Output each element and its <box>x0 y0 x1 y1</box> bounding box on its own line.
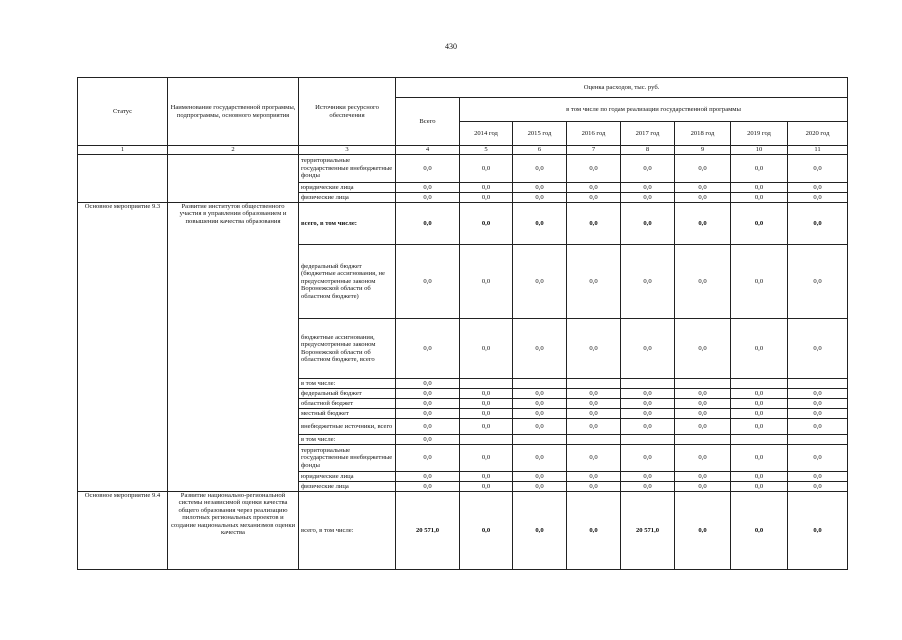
year-value-cell: 0,0 <box>731 419 788 435</box>
column-number: 1 <box>78 146 168 155</box>
year-value-cell: 0,0 <box>621 482 675 492</box>
year-value-cell: 0,0 <box>513 482 567 492</box>
header-year: 2020 год <box>788 122 848 146</box>
year-value-cell: 0,0 <box>675 492 731 570</box>
header-year: 2014 год <box>460 122 513 146</box>
year-value-cell: 0,0 <box>675 319 731 379</box>
year-value-cell: 0,0 <box>513 445 567 472</box>
year-value-cell: 0,0 <box>675 193 731 203</box>
year-value-cell: 0,0 <box>460 482 513 492</box>
year-value-cell: 0,0 <box>621 445 675 472</box>
header-year: 2015 год <box>513 122 567 146</box>
year-value-cell: 0,0 <box>513 399 567 409</box>
column-number: 2 <box>168 146 299 155</box>
empty-cell <box>513 435 567 445</box>
year-value-cell: 0,0 <box>460 472 513 482</box>
year-value-cell: 0,0 <box>460 319 513 379</box>
year-value-cell: 0,0 <box>621 319 675 379</box>
year-value-cell: 0,0 <box>675 245 731 319</box>
source-cell: юридические лица <box>299 183 396 193</box>
year-value-cell: 0,0 <box>731 203 788 245</box>
status-cell: Основное мероприятие 9.3 <box>78 203 168 492</box>
column-number: 4 <box>396 146 460 155</box>
source-cell: физические лица <box>299 193 396 203</box>
year-value-cell: 0,0 <box>460 399 513 409</box>
source-cell: федеральный бюджет (бюджетные ассигнования, не предусмотренные законом Воронежской области об областном бюджете) <box>299 245 396 319</box>
year-value-cell: 0,0 <box>731 399 788 409</box>
year-value-cell: 0,0 <box>788 203 848 245</box>
year-value-cell: 0,0 <box>675 482 731 492</box>
source-cell: в том числе: <box>299 379 396 389</box>
source-cell: всего, в том числе: <box>299 492 396 570</box>
source-cell: юридические лица <box>299 472 396 482</box>
year-value-cell: 0,0 <box>567 183 621 193</box>
year-value-cell: 0,0 <box>621 389 675 399</box>
source-cell: областной бюджет <box>299 399 396 409</box>
source-cell: всего, в том числе: <box>299 203 396 245</box>
year-value-cell: 0,0 <box>567 472 621 482</box>
year-value-cell: 0,0 <box>731 319 788 379</box>
year-value-cell: 0,0 <box>513 183 567 193</box>
header-year: 2017 год <box>621 122 675 146</box>
total-cell: 0,0 <box>396 155 460 183</box>
year-value-cell: 0,0 <box>788 409 848 419</box>
column-number: 11 <box>788 146 848 155</box>
year-value-cell: 0,0 <box>567 203 621 245</box>
year-value-cell: 0,0 <box>513 472 567 482</box>
source-cell: территориальные государственные внебюджетные фонды <box>299 155 396 183</box>
year-value-cell: 0,0 <box>460 203 513 245</box>
year-value-cell: 0,0 <box>731 155 788 183</box>
year-value-cell: 0,0 <box>731 389 788 399</box>
year-value-cell: 0,0 <box>788 419 848 435</box>
year-value-cell: 0,0 <box>788 193 848 203</box>
year-value-cell: 0,0 <box>567 389 621 399</box>
total-cell: 0,0 <box>396 203 460 245</box>
empty-cell <box>621 379 675 389</box>
source-cell: местный бюджет <box>299 409 396 419</box>
year-value-cell: 0,0 <box>675 419 731 435</box>
table-row <box>78 203 848 245</box>
year-value-cell: 0,0 <box>460 155 513 183</box>
year-value-cell: 0,0 <box>460 245 513 319</box>
year-value-cell: 0,0 <box>675 399 731 409</box>
source-cell: внебюджетные источники, всего <box>299 419 396 435</box>
year-value-cell: 0,0 <box>513 319 567 379</box>
year-value-cell: 0,0 <box>675 472 731 482</box>
expenditure-table <box>77 77 848 570</box>
year-value-cell: 0,0 <box>567 482 621 492</box>
empty-cell <box>460 379 513 389</box>
year-value-cell: 0,0 <box>731 482 788 492</box>
year-value-cell: 20 571,0 <box>621 492 675 570</box>
year-value-cell: 0,0 <box>621 155 675 183</box>
empty-cell <box>567 435 621 445</box>
year-value-cell: 0,0 <box>731 409 788 419</box>
total-cell: 0,0 <box>396 419 460 435</box>
total-cell: 0,0 <box>396 435 460 445</box>
header-status: Статус <box>78 78 168 146</box>
total-cell: 0,0 <box>396 389 460 399</box>
empty-cell <box>567 379 621 389</box>
year-value-cell: 0,0 <box>513 193 567 203</box>
column-number: 10 <box>731 146 788 155</box>
status-cell: Основное мероприятие 9.4 <box>78 492 168 570</box>
total-cell: 0,0 <box>396 379 460 389</box>
year-value-cell: 0,0 <box>731 492 788 570</box>
year-value-cell: 0,0 <box>567 319 621 379</box>
year-value-cell: 0,0 <box>675 409 731 419</box>
year-value-cell: 0,0 <box>567 155 621 183</box>
year-value-cell: 0,0 <box>460 492 513 570</box>
total-cell: 0,0 <box>396 445 460 472</box>
column-number: 8 <box>621 146 675 155</box>
column-number: 6 <box>513 146 567 155</box>
header-year: 2018 год <box>675 122 731 146</box>
year-value-cell: 0,0 <box>731 472 788 482</box>
empty-cell <box>731 435 788 445</box>
year-value-cell: 0,0 <box>513 389 567 399</box>
year-value-cell: 0,0 <box>513 155 567 183</box>
page-number: 430 <box>445 42 457 51</box>
empty-cell <box>788 379 848 389</box>
year-value-cell: 0,0 <box>788 472 848 482</box>
total-cell: 0,0 <box>396 472 460 482</box>
column-number: 9 <box>675 146 731 155</box>
column-number: 5 <box>460 146 513 155</box>
year-value-cell: 0,0 <box>621 245 675 319</box>
year-value-cell: 0,0 <box>788 155 848 183</box>
header-sources: Источники ресурсного обеспечения <box>299 78 396 146</box>
year-value-cell: 0,0 <box>621 409 675 419</box>
year-value-cell: 0,0 <box>675 445 731 472</box>
year-value-cell: 0,0 <box>731 183 788 193</box>
year-value-cell: 0,0 <box>621 399 675 409</box>
empty-cell <box>513 379 567 389</box>
name-cell: Развитие национально-региональной системы независимой оценки качества общего образования через реализацию пилотных региональных проектов и создание национальных механизмов оценки качества <box>168 492 299 570</box>
source-cell: территориальные государственные внебюджетные фонды <box>299 445 396 472</box>
year-value-cell: 0,0 <box>788 492 848 570</box>
year-value-cell: 0,0 <box>460 389 513 399</box>
year-value-cell: 0,0 <box>460 183 513 193</box>
source-cell: физические лица <box>299 482 396 492</box>
empty-cell <box>460 435 513 445</box>
year-value-cell: 0,0 <box>675 389 731 399</box>
year-value-cell: 0,0 <box>513 409 567 419</box>
year-value-cell: 0,0 <box>460 193 513 203</box>
name-cell: Развитие институтов общественного участия в управлении образованием и повышении качества образования <box>168 203 299 492</box>
year-value-cell: 0,0 <box>788 245 848 319</box>
total-cell: 0,0 <box>396 319 460 379</box>
year-value-cell: 0,0 <box>460 419 513 435</box>
total-cell: 0,0 <box>396 183 460 193</box>
total-cell: 0,0 <box>396 399 460 409</box>
year-value-cell: 0,0 <box>567 409 621 419</box>
year-value-cell: 0,0 <box>731 245 788 319</box>
source-cell: в том числе: <box>299 435 396 445</box>
header-year: 2019 год <box>731 122 788 146</box>
year-value-cell: 0,0 <box>567 419 621 435</box>
year-value-cell: 0,0 <box>675 183 731 193</box>
year-value-cell: 0,0 <box>460 445 513 472</box>
year-value-cell: 0,0 <box>675 203 731 245</box>
year-value-cell: 0,0 <box>567 245 621 319</box>
header-year: 2016 год <box>567 122 621 146</box>
year-value-cell: 0,0 <box>675 155 731 183</box>
year-value-cell: 0,0 <box>513 492 567 570</box>
status-cell <box>78 155 168 203</box>
year-value-cell: 0,0 <box>788 399 848 409</box>
total-cell: 0,0 <box>396 409 460 419</box>
year-value-cell: 0,0 <box>788 389 848 399</box>
year-value-cell: 0,0 <box>567 492 621 570</box>
total-cell: 20 571,0 <box>396 492 460 570</box>
source-cell: бюджетные ассигнования, предусмотренные законом Воронежской области об областном бюджете, всего <box>299 319 396 379</box>
year-value-cell: 0,0 <box>567 445 621 472</box>
year-value-cell: 0,0 <box>731 445 788 472</box>
name-cell <box>168 155 299 203</box>
empty-cell <box>621 435 675 445</box>
table-row <box>78 492 848 570</box>
year-value-cell: 0,0 <box>621 203 675 245</box>
column-number: 3 <box>299 146 396 155</box>
year-value-cell: 0,0 <box>731 193 788 203</box>
year-value-cell: 0,0 <box>513 203 567 245</box>
year-value-cell: 0,0 <box>788 183 848 193</box>
year-value-cell: 0,0 <box>513 245 567 319</box>
year-value-cell: 0,0 <box>621 472 675 482</box>
year-value-cell: 0,0 <box>621 183 675 193</box>
empty-cell <box>788 435 848 445</box>
header-by-years: в том числе по годам реализации государственной программы <box>460 98 848 122</box>
year-value-cell: 0,0 <box>788 445 848 472</box>
header-name: Наименование государственной программы, подпрограммы, основного мероприятия <box>168 78 299 146</box>
empty-cell <box>731 379 788 389</box>
total-cell: 0,0 <box>396 193 460 203</box>
year-value-cell: 0,0 <box>788 319 848 379</box>
year-value-cell: 0,0 <box>788 482 848 492</box>
total-cell: 0,0 <box>396 482 460 492</box>
year-value-cell: 0,0 <box>567 399 621 409</box>
year-value-cell: 0,0 <box>460 409 513 419</box>
total-cell: 0,0 <box>396 245 460 319</box>
year-value-cell: 0,0 <box>567 193 621 203</box>
empty-cell <box>675 379 731 389</box>
source-cell: федеральный бюджет <box>299 389 396 399</box>
year-value-cell: 0,0 <box>621 419 675 435</box>
header-total: Всего <box>396 98 460 146</box>
header-estimate: Оценка расходов, тыс. руб. <box>396 78 848 98</box>
year-value-cell: 0,0 <box>513 419 567 435</box>
column-number: 7 <box>567 146 621 155</box>
year-value-cell: 0,0 <box>621 193 675 203</box>
empty-cell <box>675 435 731 445</box>
table-row <box>78 155 848 183</box>
